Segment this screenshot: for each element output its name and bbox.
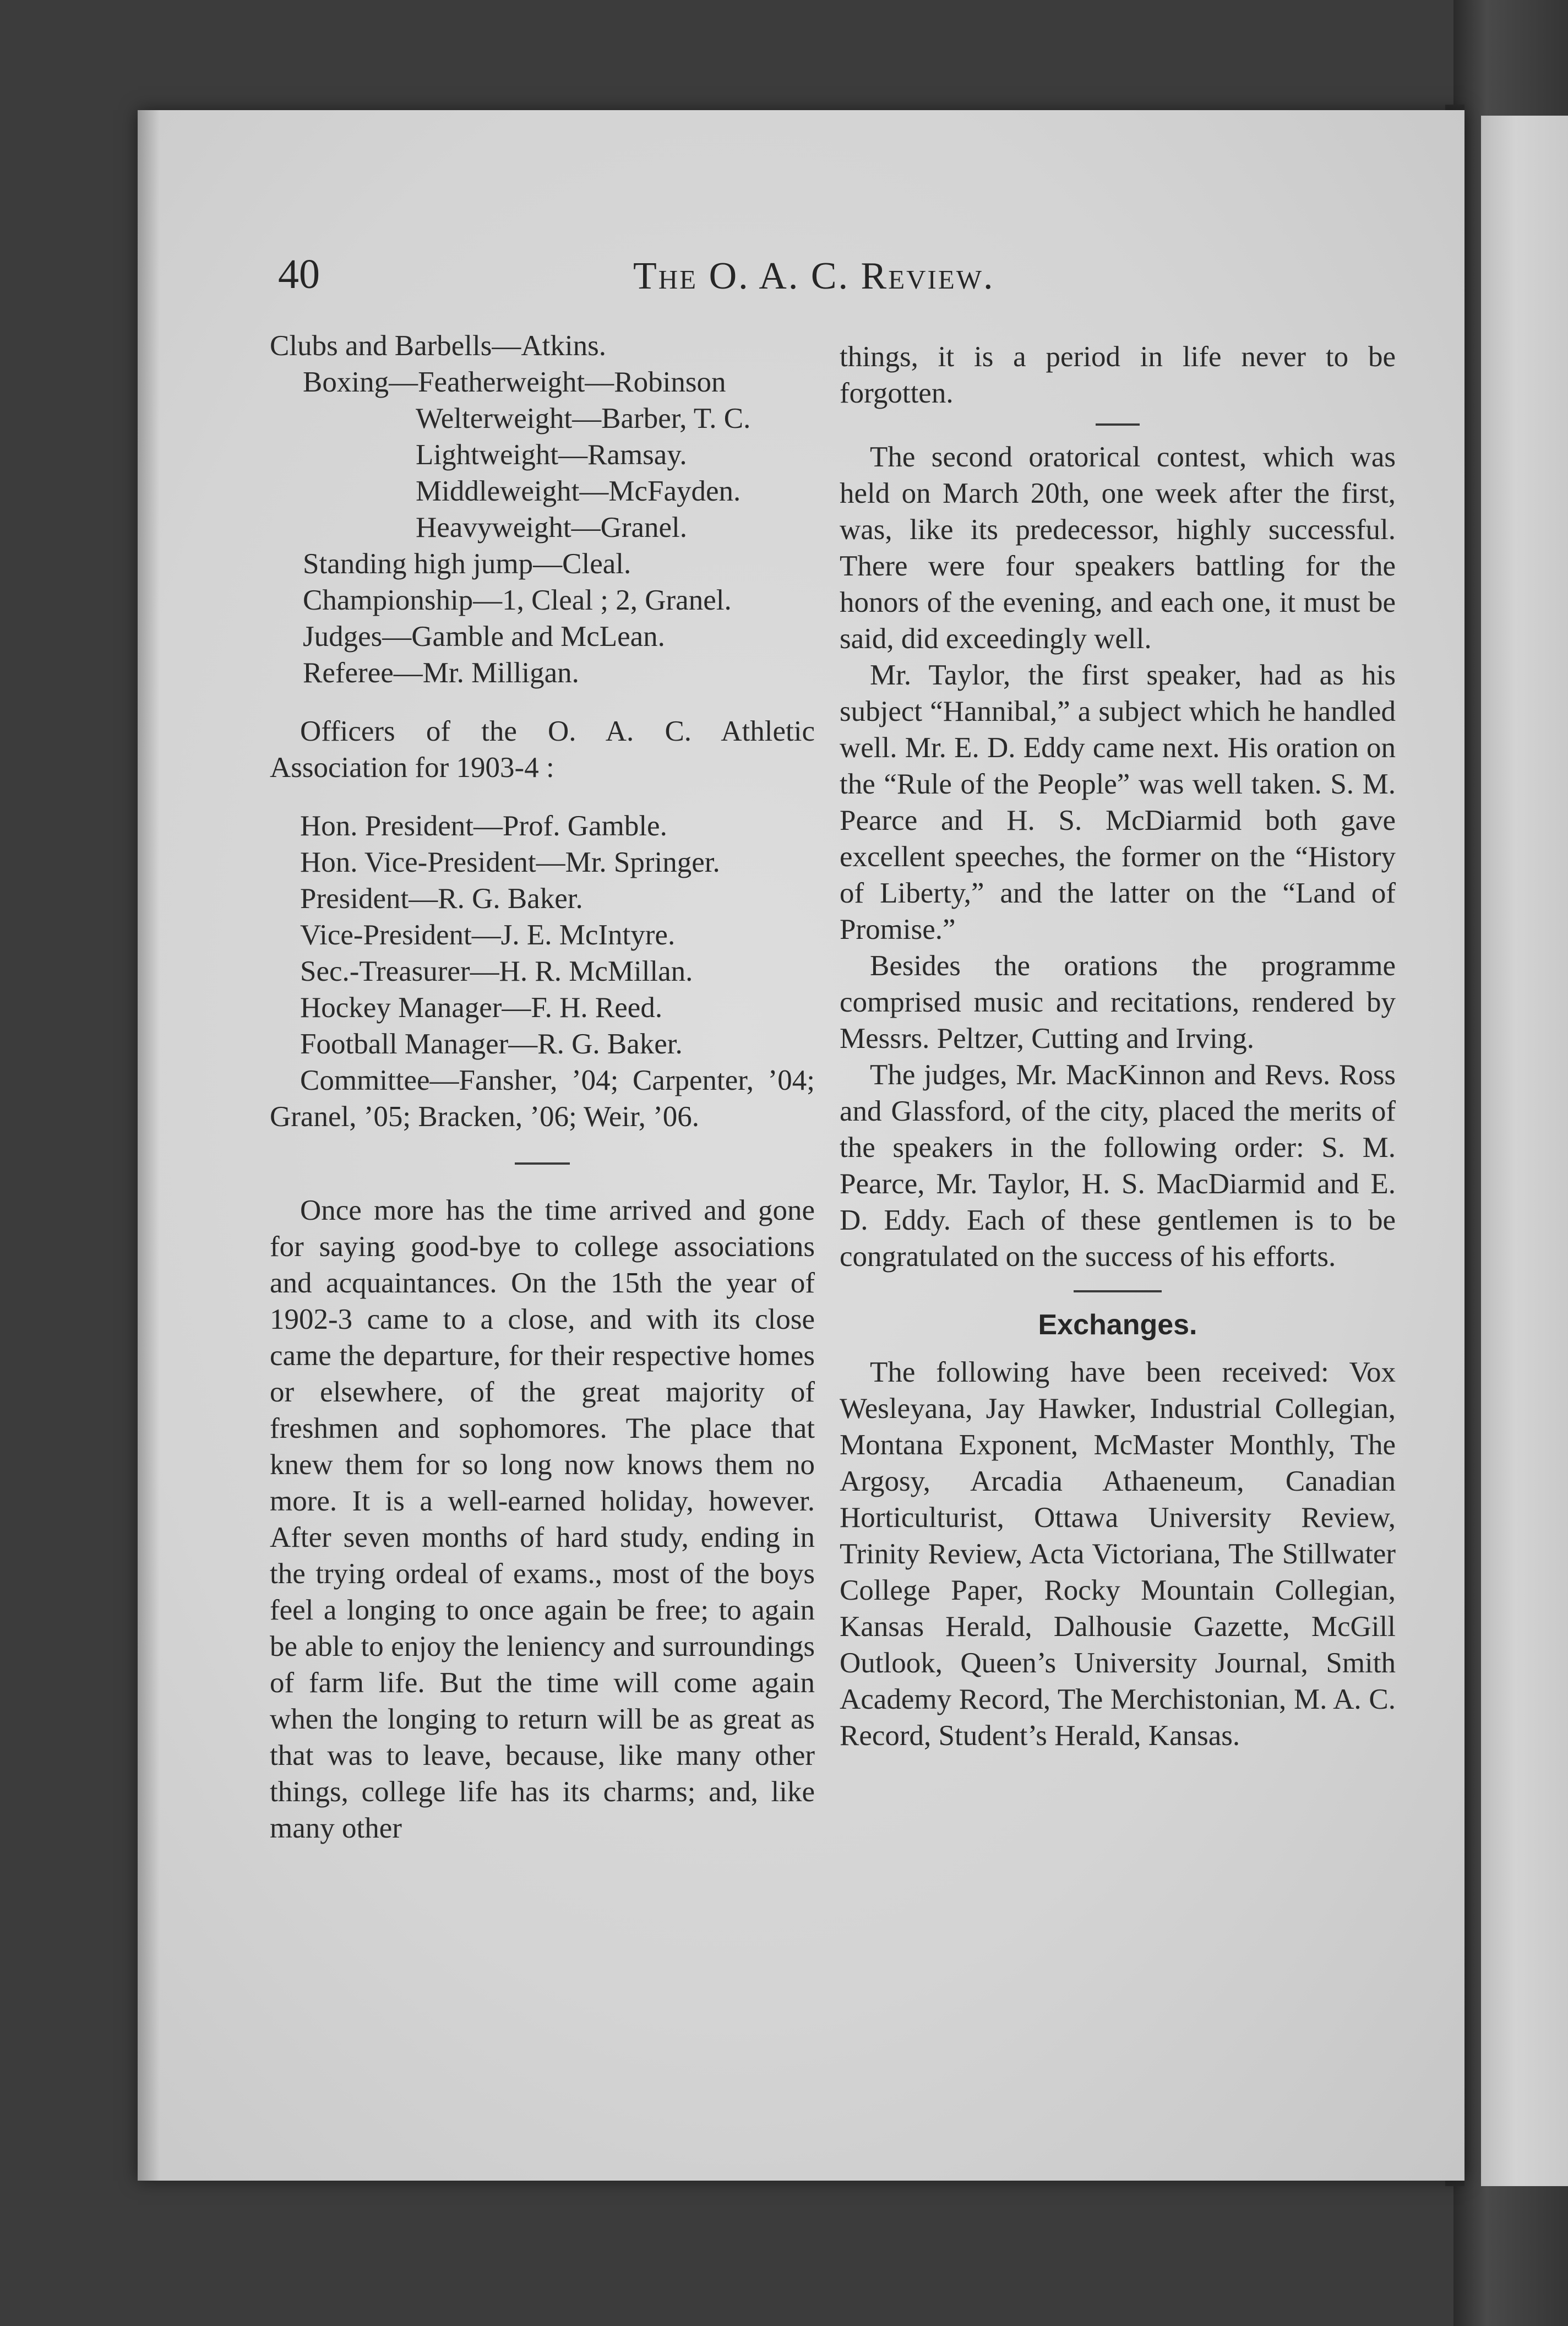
page-number: 40: [278, 251, 320, 297]
officer-line: Hon. President—Prof. Gamble.: [300, 810, 667, 842]
exchanges-paragraph: The following have been received: Vox Wesleyana, Jay Hawker, Industrial Collegian, Montana Exponent, McMaster Monthly, The Argosy, Arcadia Athaeneum, Canadian Horticulturist, Ottawa University Review, Trinity Review, Acta Victoriana, The Stillwater College Paper, Rocky Mountain Collegian, Kansas Herald, Dalhousie Gazette, McGill Outlook, Queen’s University Journal, Smith Academy Record, The Merchistonian, M. A. C. Record, Student’s Herald, Kansas.: [840, 1356, 1396, 1752]
left-column: [270, 328, 815, 1846]
exchanges-heading: Exchanges.: [1038, 1309, 1197, 1341]
continued-text: things, it is a period in life never to be forgotten.: [840, 341, 1396, 409]
section-divider: [1096, 423, 1140, 426]
oratorical-paragraph: The second oratorical contest, which was held on March 20th, one week after the first, was, like its predecessor, highly successful. There were four speakers battling for the honors of the evening, and each one, it must be said, did exceedingly well.: [840, 441, 1396, 655]
section-divider: [1074, 1290, 1162, 1292]
committee-line: Committee—Fansher, ’04; Carpenter, ’04; Granel, ’05; Bracken, ’06; Weir, ’06.: [270, 1064, 815, 1133]
officer-line: Football Manager—R. G. Baker.: [300, 1028, 683, 1060]
result-line: Referee—Mr. Milligan.: [303, 657, 579, 689]
officers-intro: Officers of the O. A. C. Athletic Association for 1903-4 :: [270, 715, 815, 784]
result-line: Clubs and Barbells—Atkins.: [270, 330, 606, 362]
result-line: Judges—Gamble and McLean.: [303, 621, 665, 653]
officer-line: Hockey Manager—F. H. Reed.: [300, 992, 663, 1024]
oratorical-paragraph: Besides the orations the programme comprised music and recitations, rendered by Messrs. Peltzer, Cutting and Irving.: [840, 950, 1396, 1055]
right-column: [840, 339, 1396, 1754]
result-line: Middleweight—McFayden.: [416, 475, 741, 507]
result-line: Standing high jump—Cleal.: [303, 548, 631, 580]
goodbye-paragraph: Once more has the time arrived and gone for saying good-bye to college associations and acquaintances. On the 15th the year of 1902-3 came to a close, and with its close came the departure, for their respective homes or elsewhere, of the great majority of freshmen and sophomores. The place that knew them for so long now knows them no more. It is a well-earned holiday, however. After seven months of hard study, ending in the trying ordeal of exams., most of the boys feel a longing to once again be free; to again be able to enjoy the leniency and surroundings of farm life. But the time will come again when the longing to return will be as great as that was to leave, because, like many other things, college life has its charms; and, like many other: [270, 1194, 815, 1844]
page-edge-shadow: [138, 110, 160, 2181]
result-line: Heavyweight—Granel.: [416, 512, 688, 544]
oratorical-paragraph: The judges, Mr. MacKinnon and Revs. Ross and Glassford, of the city, placed the merits of the speakers in the following order: S. M. Pearce, Mr. Taylor, H. S. MacDiarmid and E. D. Eddy. Each of these gentlemen is to be congratulated on the success of his efforts.: [840, 1059, 1396, 1273]
oratorical-paragraph: Mr. Taylor, the first speaker, had as his subject “Hannibal,” a subject which he handled well. Mr. E. D. Eddy came next. His oration on the “Rule of the People” was well taken. S. M. Pearce and H. S. McDiarmid both gave excellent speeches, the former on the “History of Liberty,” and the latter on the “Land of Promise.”: [840, 659, 1396, 945]
section-divider: [515, 1162, 570, 1165]
officer-line: Vice-President—J. E. McIntyre.: [300, 919, 676, 951]
result-line: Welterweight—Barber, T. C.: [416, 403, 751, 434]
facing-page-edge: [1481, 116, 1568, 2186]
running-title: The O. A. C. Review.: [633, 255, 995, 297]
result-line: Boxing—Featherweight—Robinson: [303, 366, 726, 398]
result-line: Championship—1, Cleal ; 2, Granel.: [303, 584, 732, 616]
spacer: [270, 691, 815, 713]
result-line: Lightweight—Ramsay.: [416, 439, 687, 471]
officer-line: President—R. G. Baker.: [300, 883, 583, 915]
officer-line: Sec.-Treasurer—H. R. McMillan.: [300, 955, 693, 987]
officer-line: Hon. Vice-President—Mr. Springer.: [300, 846, 720, 878]
spacer: [270, 786, 815, 808]
